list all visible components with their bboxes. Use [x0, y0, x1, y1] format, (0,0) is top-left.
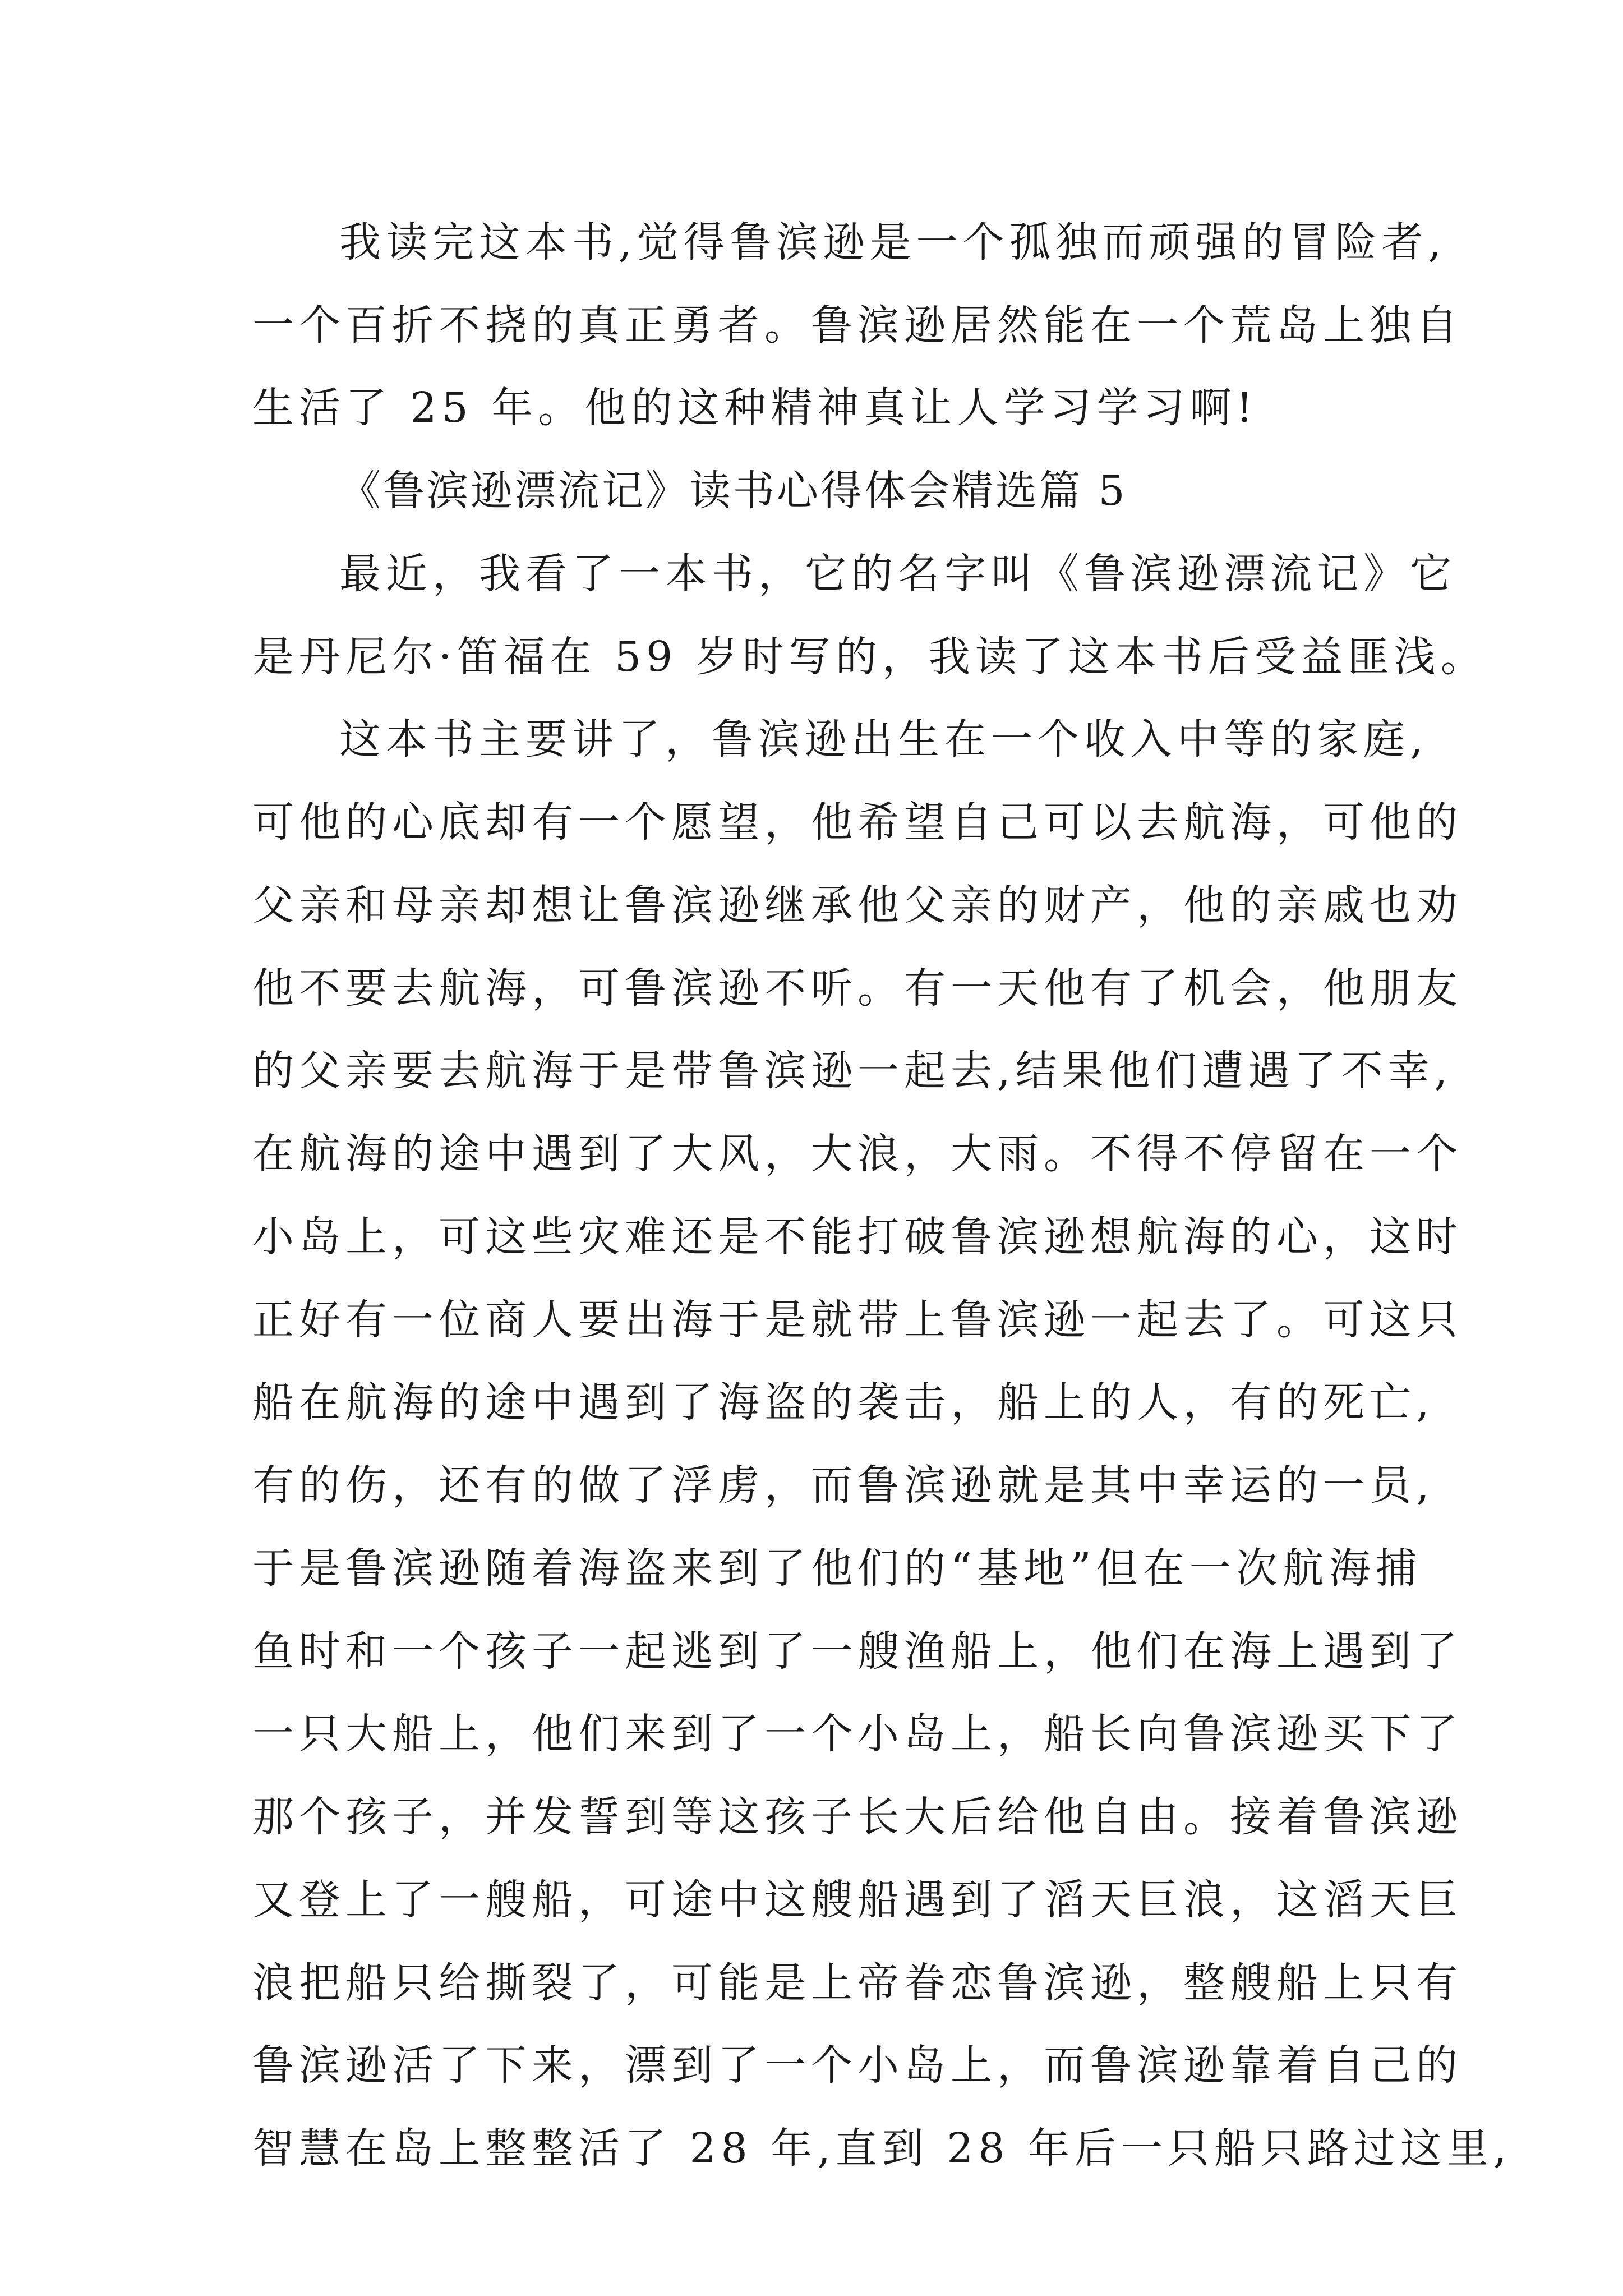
paragraph-3-line-16: 浪把船只给撕裂了，可能是上帝眷恋鲁滨逊，整艘船上只有: [252, 1959, 1463, 2007]
paragraph-3-line-15: 又登上了一艘船，可途中这艘船遇到了滔天巨浪，这滔天巨: [252, 1876, 1463, 1924]
paragraph-3-line-13: 一只大船上，他们来到了一个小岛上，船长向鲁滨逊买下了: [252, 1710, 1463, 1758]
paragraph-3-line-11: 于是鲁滨逊随着海盗来到了他们的“基地”但在一次航海捕: [252, 1544, 1422, 1593]
paragraph-3-line-1: 这本书主要讲了，鲁滨逊出生在一个收入中等的家庭,: [339, 715, 1428, 763]
paragraph-1-line-2: 一个百折不挠的真正勇者。鲁滨逊居然能在一个荒岛上独自: [252, 301, 1463, 349]
section-heading: 《鲁滨逊漂流记》读书心得体会精选篇 5: [339, 467, 1127, 515]
paragraph-3-line-12: 鱼时和一个孩子一起逃到了一艘渔船上，他们在海上遇到了: [252, 1627, 1463, 1676]
paragraph-2-line-1: 最近，我看了一本书，它的名字叫《鲁滨逊漂流记》它: [339, 550, 1456, 598]
paragraph-1-line-1: 我读完这本书,觉得鲁滨逊是一个孤独而顽强的冒险者,: [339, 218, 1447, 266]
paragraph-3-line-10: 有的伤，还有的做了浮虏，而鲁滨逊就是其中幸运的一员,: [252, 1461, 1435, 1510]
paragraph-3-line-9: 船在航海的途中遇到了海盗的袭击，船上的人，有的死亡,: [252, 1378, 1435, 1427]
paragraph-3-line-17: 鲁滨逊活了下来，漂到了一个小岛上，而鲁滨逊靠着自己的: [252, 2041, 1463, 2090]
paragraph-3-line-14: 那个孩子，并发誓到等这孩子长大后给他自由。接着鲁滨逊: [252, 1793, 1463, 1841]
paragraph-3-line-2: 可他的心底却有一个愿望，他希望自己可以去航海，可他的: [252, 798, 1463, 846]
paragraph-3-line-18: 智慧在岛上整整活了 28 年,直到 28 年后一只船只路过这里,: [252, 2124, 1512, 2173]
paragraph-1-line-3: 生活了 25 年。他的这种精神真让人学习学习啊!: [252, 384, 1258, 432]
paragraph-3-line-6: 在航海的途中遇到了大风，大浪，大雨。不得不停留在一个: [252, 1130, 1463, 1178]
paragraph-2-line-2: 是丹尼尔·笛福在 59 岁时写的，我读了这本书后受益匪浅。: [252, 633, 1487, 681]
paragraph-3-line-7: 小岛上，可这些灾难还是不能打破鲁滨逊想航海的心，这时: [252, 1213, 1463, 1261]
paragraph-3-line-4: 他不要去航海，可鲁滨逊不听。有一天他有了机会，他朋友: [252, 964, 1463, 1013]
paragraph-3-line-8: 正好有一位商人要出海于是就带上鲁滨逊一起去了。可这只: [252, 1296, 1463, 1344]
paragraph-3-line-5: 的父亲要去航海于是带鲁滨逊一起去,结果他们遭遇了不幸,: [252, 1047, 1453, 1095]
paragraph-3-line-3: 父亲和母亲却想让鲁滨逊继承他父亲的财产，他的亲戚也劝: [252, 881, 1463, 930]
